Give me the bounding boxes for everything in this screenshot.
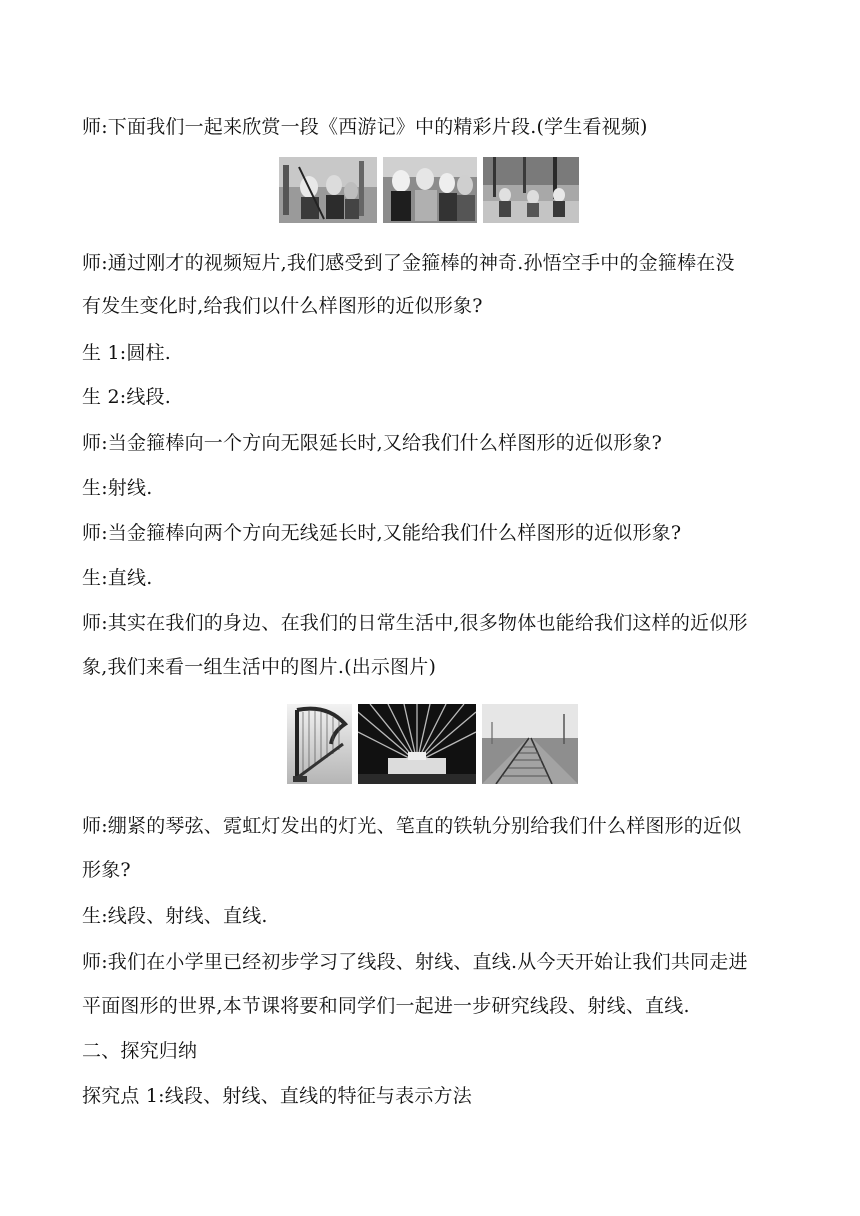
text-line: 平面图形的世界,本节课将要和同学们一起进一步研究线段、射线、直线. [82, 995, 690, 1017]
text-line: 师:当金箍棒向一个方向无限延长时,又给我们什么样图形的近似形象? [82, 432, 663, 454]
searchlight-photo [358, 704, 476, 784]
subsection-heading: 探究点 1:线段、射线、直线的特征与表示方法 [82, 1085, 472, 1107]
text-line: 生 1:圆柱. [82, 342, 171, 364]
railway-photo [482, 704, 578, 784]
text-line: 师:其实在我们的身边、在我们的日常生活中,很多物体也能给我们这样的近似形 [82, 612, 748, 634]
harp-photo [287, 704, 352, 784]
text-line: 师:下面我们一起来欣赏一段《西游记》中的精彩片段.(学生看视频) [82, 116, 648, 138]
text-line: 生:射线. [82, 477, 153, 499]
video-still-photo [279, 157, 377, 223]
video-still-photo [383, 157, 477, 223]
text-line: 有发生变化时,给我们以什么样图形的近似形象? [82, 295, 483, 317]
text-line: 形象? [82, 859, 131, 881]
video-still-photo [483, 157, 579, 223]
text-line: 师:通过刚才的视频短片,我们感受到了金箍棒的神奇.孙悟空手中的金箍棒在没 [82, 252, 735, 274]
text-line: 象,我们来看一组生活中的图片.(出示图片) [82, 656, 437, 678]
video-stills-row [279, 157, 579, 223]
text-line: 师:当金箍棒向两个方向无线延长时,又能给我们什么样图形的近似形象? [82, 522, 682, 544]
life-photos-row [287, 704, 578, 784]
section-heading: 二、探究归纳 [82, 1040, 198, 1062]
text-line: 师:绷紧的琴弦、霓虹灯发出的灯光、笔直的铁轨分别给我们什么样图形的近似 [82, 815, 742, 837]
text-line: 生 2:线段. [82, 386, 171, 408]
text-line: 生:线段、射线、直线. [82, 905, 268, 927]
text-line: 生:直线. [82, 567, 153, 589]
text-line: 师:我们在小学里已经初步学习了线段、射线、直线.从今天开始让我们共同走进 [82, 951, 748, 973]
